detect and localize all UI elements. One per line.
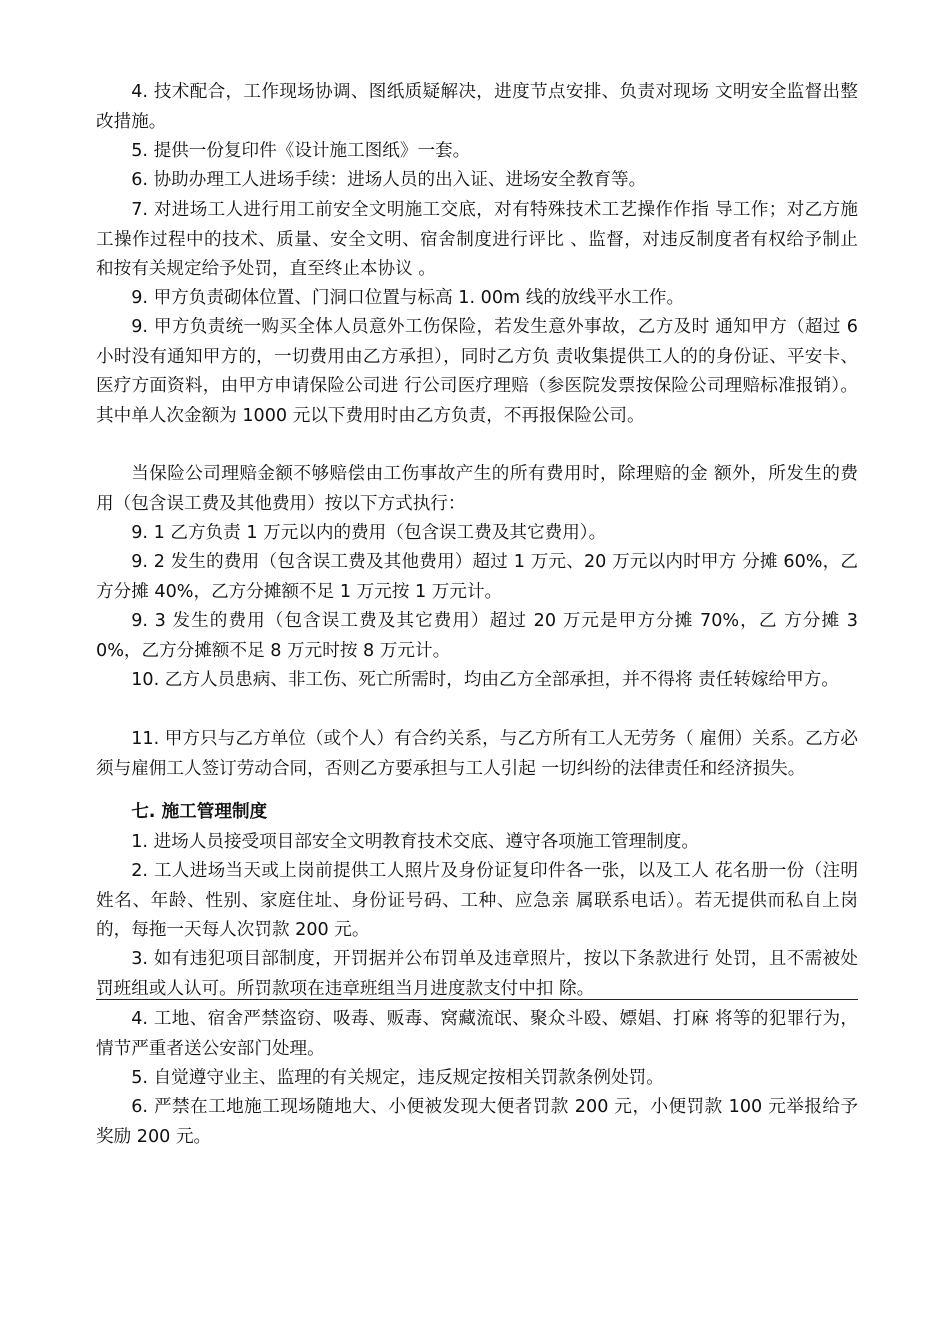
section-heading: 七. 施工管理制度 — [131, 802, 268, 822]
paragraph: 9. 甲方负责砌体位置、门洞口位置与标高 1. 00m 线的放线平水工作。 — [131, 288, 685, 308]
paragraph: 9. 甲方负责统一购买全体人员意外工伤保险，若发生意外事故，乙方及时 通知甲方（超过 6 小时没有通知甲方的，一切费用由乙方承担），同时乙方负 责收集提供工人的的身份证、平安卡、医疗方面资料，由甲方申请保险公司进 行公司医疗理赔（参医院发票按保险公司理赔标准报销）。其中单人次金额为 1000 元以下费用时由乙方负责，不再报保险公司。 — [96, 317, 858, 426]
divider-line — [96, 999, 858, 1000]
paragraph: 4. 工地、宿舍严禁盗窃、吸毒、贩毒、窝藏流氓、聚众斗殴、嫖娼、打麻 将等的犯罪行为，情节严重者送公安部门处理。 — [96, 1009, 858, 1059]
paragraph: 1. 进场人员接受项目部安全文明教育技术交底、遵守各项施工管理制度。 — [131, 832, 699, 852]
paragraph: 5. 自觉遵守业主、监理的有关规定，违反规定按相关罚款条例处罚。 — [131, 1068, 664, 1088]
paragraph: 6. 协助办理工人进场手续：进场人员的出入证、进场安全教育等。 — [131, 170, 647, 190]
paragraph: 7. 对进场工人进行用工前安全文明施工交底，对有特殊技术工艺操作作指 导工作；对乙方施工操作过程中的技术、质量、安全文明、宿舍制度进行评比 、监督，对违反制度者有权给予制止和按有关规定给予处罚，直至终止本协议 。 — [96, 200, 858, 279]
paragraph: 5. 提供一份复印件《设计施工图纸》一套。 — [131, 141, 471, 161]
paragraph: 6. 严禁在工地施工现场随地大、小便被发现大便者罚款 200 元，小便罚款 100 元举报给予奖励 200 元。 — [96, 1097, 858, 1147]
paragraph: 9. 2 发生的费用（包含误工费及其他费用）超过 1 万元、20 万元以内时甲方 分摊 60%，乙方分摊 40%，乙方分摊额不足 1 万元按 1 万元计。 — [96, 552, 858, 602]
paragraph: 9. 3 发生的费用（包含误工费及其它费用）超过 20 万元是甲方分摊 70%，乙 方分摊 30%，乙方分摊额不足 8 万元时按 8 万元计。 — [96, 611, 858, 661]
paragraph: 10. 乙方人员患病、非工伤、死亡所需时，均由乙方全部承担，并不得将 责任转嫁给甲方。 — [131, 670, 839, 690]
paragraph: 9. 1 乙方负责 1 万元以内的费用（包含误工费及其它费用）。 — [131, 523, 607, 543]
paragraph: 4. 技术配合，工作现场协调、图纸质疑解决，进度节点安排、负责对现场 文明安全监督出整改措施。 — [96, 82, 858, 132]
paragraph: 当保险公司理赔金额不够赔偿由工伤事故产生的所有费用时，除理赔的金 额外，所发生的费用（包含误工费及其他费用）按以下方式执行： — [96, 464, 858, 514]
paragraph: 2. 工人进场当天或上岗前提供工人照片及身份证复印件各一张，以及工人 花名册一份（注明姓名、年龄、性别、家庭住址、身份证号码、工种、应急亲 属联系电话）。若无提供而私自上岗的，每拖一天每人次罚款 200 元。 — [96, 861, 858, 940]
paragraph: 3. 如有违犯项目部制度，开罚据并公布罚单及违章照片，按以下条款进行 处罚，且不需被处罚班组或人认可。所罚款项在违章班组当月进度款支付中扣 除。 — [96, 949, 858, 999]
paragraph: 11. 甲方只与乙方单位（或个人）有合约关系，与乙方所有工人无劳务（ 雇佣）关系。乙方必须与雇佣工人签订劳动合同，否则乙方要承担与工人引起 一切纠纷的法律责任和经济损失。 — [96, 729, 858, 779]
